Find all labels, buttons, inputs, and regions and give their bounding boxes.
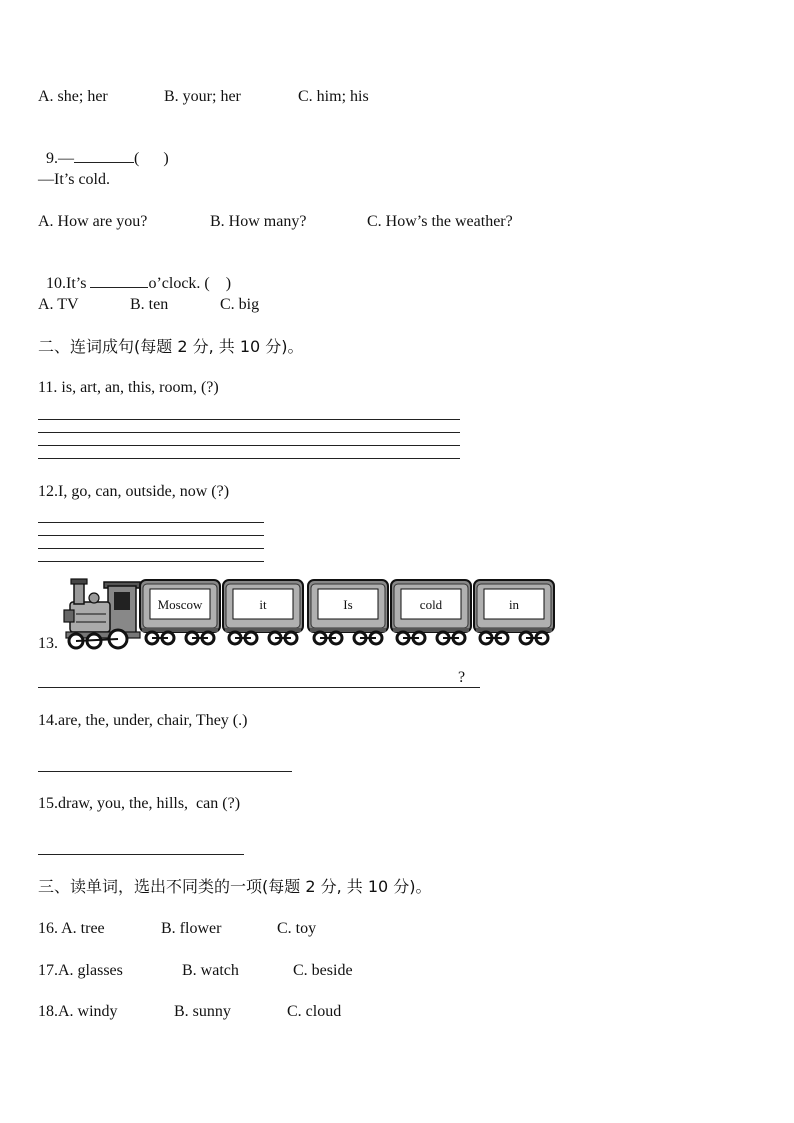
- q17-option-c: C. beside: [293, 962, 353, 979]
- train-car: [474, 580, 554, 644]
- q14-prompt: 14.are, the, under, chair, They (.): [38, 712, 248, 729]
- train-car-word: in: [508, 597, 520, 612]
- q13-answer-line: [38, 687, 480, 688]
- section-3-heading: 三、读单词，选出不同类的一项(每题 2 分, 共 10 分)。: [38, 877, 432, 896]
- train-car-word: Moscow: [157, 597, 203, 612]
- q9-option-c: C. How’s the weather?: [367, 213, 513, 230]
- q10-suffix: o’clock. ( ): [148, 275, 232, 292]
- q12-prompt: 12.I, go, can, outside, now (?): [38, 483, 230, 500]
- q11-answer-line-4: [38, 458, 460, 459]
- train-car: [140, 580, 220, 644]
- q18-option-a: 18.A. windy: [38, 1003, 118, 1020]
- q8-option-b: B. your; her: [164, 88, 241, 105]
- train-car: [223, 580, 303, 644]
- q15-prompt: 15.draw, you, the, hills, can (?): [38, 795, 241, 812]
- q17-option-b: B. watch: [182, 962, 239, 979]
- q18-option-c: C. cloud: [287, 1003, 342, 1020]
- q11-answer-line-2: [38, 432, 460, 433]
- section-2-heading: 二、连词成句(每题 2 分, 共 10 分)。: [38, 337, 304, 356]
- locomotive-icon: [64, 579, 140, 648]
- q10-blank: [90, 287, 148, 288]
- q16-option-b: B. flower: [161, 920, 222, 937]
- q9-suffix: ( ): [134, 150, 169, 167]
- q9-prefix: 9.—: [46, 150, 74, 167]
- q9-answer-line: —It’s cold.: [38, 171, 110, 188]
- q9-question: [38, 129, 169, 169]
- train-illustration: [60, 576, 560, 652]
- q12-answer-line-1: [38, 522, 264, 523]
- q12-answer-line-3: [38, 548, 264, 549]
- q10-option-b: B. ten: [130, 296, 169, 313]
- q11-prompt: 11. is, art, an, this, room, (?): [38, 379, 219, 396]
- q10-question: [38, 254, 231, 294]
- q10-prefix: 10.It’s: [46, 275, 91, 292]
- q9-blank: [74, 162, 134, 163]
- q9-option-b: B. How many?: [210, 213, 307, 230]
- q16-option-c: C. toy: [277, 920, 317, 937]
- q8-option-c: C. him; his: [298, 88, 369, 105]
- q13-end-mark: ?: [458, 669, 466, 686]
- train-car: [391, 580, 471, 644]
- train-car: [308, 580, 388, 644]
- q11-answer-line-1: [38, 419, 460, 420]
- q12-answer-line-4: [38, 561, 264, 562]
- train-car-word: Is: [343, 597, 353, 612]
- q11-answer-line-3: [38, 445, 460, 446]
- q9-option-a: A. How are you?: [38, 213, 148, 230]
- q13-number: 13.: [38, 635, 58, 652]
- q10-option-a: A. TV: [38, 296, 79, 313]
- train-car-word: it: [259, 597, 267, 612]
- q10-option-c: C. big: [220, 296, 260, 313]
- q15-answer-line: [38, 854, 244, 855]
- q8-option-a: A. she; her: [38, 88, 108, 105]
- q18-option-b: B. sunny: [174, 1003, 231, 1020]
- q17-option-a: 17.A. glasses: [38, 962, 123, 979]
- q14-answer-line: [38, 771, 292, 772]
- q16-option-a: 16. A. tree: [38, 920, 105, 937]
- train-car-word: cold: [419, 597, 443, 612]
- q12-answer-line-2: [38, 535, 264, 536]
